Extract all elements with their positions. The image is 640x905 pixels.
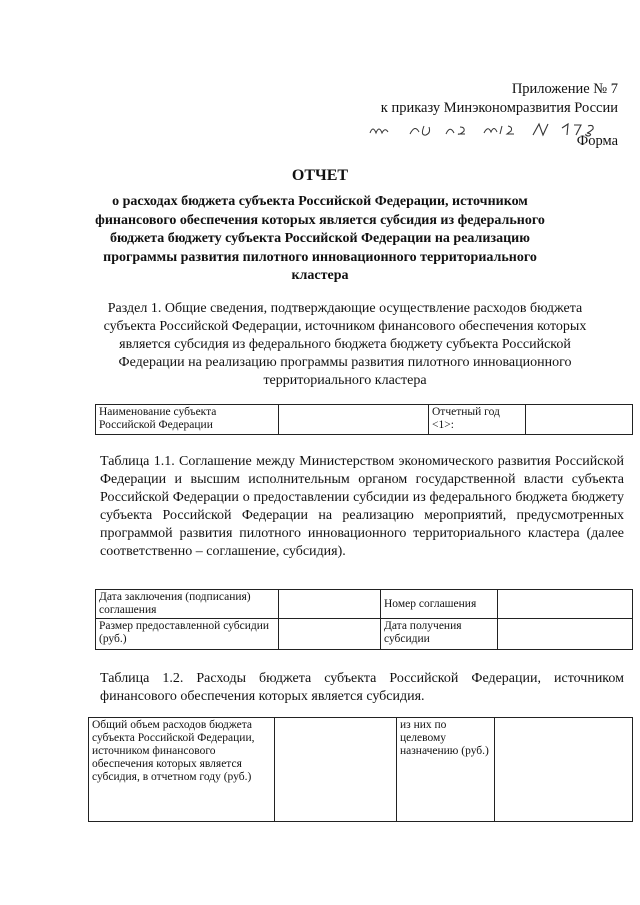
- report-title: ОТЧЕТ: [291, 167, 349, 184]
- expenses-table: [88, 717, 633, 822]
- subsidy-received-date-label: Дата получения субсидии: [381, 619, 498, 650]
- table-1-2-caption: Таблица 1.2. Расходы бюджета субъекта Российской Федерации, источником финансового обеспечения которых является субсидия.: [100, 671, 624, 704]
- agreement-number-label: Номер соглашения: [381, 590, 498, 619]
- report-year-cell[interactable]: [526, 405, 633, 435]
- targeted-expenses-cell[interactable]: [495, 718, 633, 822]
- report-year-label: Отчетный год <1>:: [429, 405, 526, 435]
- order-reference: к приказу Минэкономразвития России: [380, 100, 618, 116]
- total-expenses-cell[interactable]: [275, 718, 397, 822]
- table-1-1-caption: Таблица 1.1. Соглашение между Министерством экономического развития Российской Федерации и высшим исполнительным органом государственной власти субъекта Российской Федерации о предоставлении субсидии из федерального бюджета бюджету субъекта Российской Федерации на реализацию мероприятий, предусмотренных программой развития пилотного инновационного территориального кластера (далее соответственно – соглашение, субсидия).: [100, 454, 624, 559]
- report-subtitle: о расходах бюджета субъекта Российской Федерации, источником финансового обеспечения которых является субсидия из федерального бюджета бюджету субъекта Российской Федерации на реализацию программы развития пилотного инновационного территориального кластера: [95, 194, 545, 283]
- total-expenses-label: Общий объем расходов бюджета субъекта Российской Федерации, источником финансового обеспечения которых является субсидия, в отчетном году (руб.): [89, 718, 275, 822]
- agreement-table: [95, 589, 633, 650]
- form-label: Форма: [576, 133, 618, 149]
- subject-name-cell[interactable]: [279, 405, 429, 435]
- appendix-label: Приложение № 7: [511, 81, 618, 97]
- subsidy-received-date-cell[interactable]: [498, 619, 633, 650]
- targeted-expenses-label: из них по целевому назначению (руб.): [397, 718, 495, 822]
- subsidy-amount-label: Размер предоставленной субсидии (руб.): [96, 619, 279, 650]
- subject-table: [95, 404, 633, 435]
- agreement-date-label: Дата заключения (подписания) соглашения: [96, 590, 279, 619]
- agreement-number-cell[interactable]: [498, 590, 633, 619]
- agreement-date-cell[interactable]: [279, 590, 381, 619]
- subject-name-label: Наименование субъекта Российской Федерации: [96, 405, 279, 435]
- subsidy-amount-cell[interactable]: [279, 619, 381, 650]
- section-1-heading: Раздел 1. Общие сведения, подтверждающие осуществление расходов бюджета субъекта Российской Федерации, источником финансового обеспечения которых является субсидия из федерального бюджета бюджету субъекта Российской Федерации на реализацию программы развития пилотного инновационного территориального кластера: [103, 301, 587, 388]
